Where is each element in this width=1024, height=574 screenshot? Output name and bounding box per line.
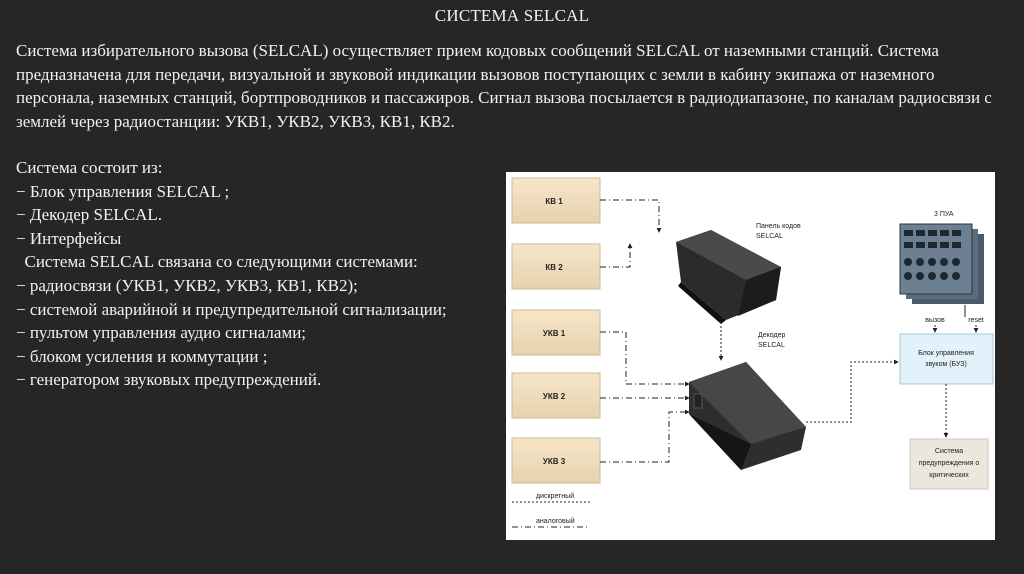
- radio-ukv3-box: [512, 438, 600, 483]
- radio-ukv2-box: [512, 373, 600, 418]
- list-line: − генератором звуковых предупреждений.: [16, 370, 322, 390]
- panel-label-2: SELCAL: [756, 233, 783, 240]
- reset-button-label: reset: [968, 317, 984, 324]
- legend-discrete: дискретный: [536, 493, 575, 500]
- list-line: − Блок управления SELCAL ;: [16, 181, 230, 201]
- svg-text:КВ 2: КВ 2: [545, 263, 563, 272]
- composition-list: [16, 156, 516, 392]
- svg-text:УКВ 3: УКВ 3: [542, 457, 566, 466]
- line-legend: [512, 492, 590, 527]
- sound-control-unit-box: [900, 334, 993, 384]
- radio-kv1-box: [512, 178, 600, 223]
- svg-text:критических: критических: [929, 472, 969, 479]
- list-line: Система состоит из:: [16, 158, 163, 177]
- decoder-label: Декодер: [758, 332, 786, 339]
- decoder-label-2: SELCAL: [758, 342, 785, 349]
- list-line: − системой аварийной и предупредительной сигнализации;: [16, 299, 447, 319]
- selcal-block-diagram: [506, 172, 995, 540]
- list-line: − Интерфейсы: [16, 228, 122, 248]
- list-line: − радиосвязи (УКВ1, УКВ2, УКВ3, КВ1, КВ2);: [16, 275, 358, 295]
- decoder-to-buz-arrow: [806, 362, 898, 422]
- legend-analog: аналоговый: [536, 518, 575, 525]
- list-line: − Декодер SELCAL.: [16, 205, 163, 225]
- svg-text:УКВ 2: УКВ 2: [542, 392, 566, 401]
- call-button-label: вызов: [925, 317, 945, 324]
- svg-text:УКВ 1: УКВ 1: [542, 329, 566, 338]
- selcal-decoder-device: [689, 362, 806, 470]
- selcal-code-panel-device: [676, 230, 781, 324]
- list-line: − блоком усиления и коммутации ;: [16, 346, 268, 366]
- radio-kv2-box: [512, 244, 600, 289]
- slide-title: СИСТЕМА SELCAL: [434, 6, 590, 25]
- svg-text:звуком (БУЗ): звуком (БУЗ): [925, 361, 967, 368]
- list-line: − пультом управления аудио сигналами;: [16, 323, 307, 343]
- radio-connections: [600, 200, 689, 462]
- list-line: Система SELCAL связана со следующими системами:: [16, 252, 418, 272]
- radio-ukv1-box: [512, 310, 600, 355]
- svg-text:предупреждения о: предупреждения о: [918, 460, 980, 467]
- svg-text:Система: Система: [934, 448, 964, 455]
- description-paragraph: Система избирательного вызова (SELCAL) осуществляет прием кодовых сообщений SELCAL от наземными станций. Система предназначена для передачи, визуальной и звуковой индикации вызовов поступающих с земли в кабину экипажа от наземного персонала, наземных станций, бортпроводников и пассажиров. Сигнал вызова посылается в радиодиапазоне, по каналам радиосвязи с землей через радиостанции: УКВ1, УКВ2, УКВ3, КВ1, КВ2.: [16, 41, 992, 131]
- svg-text:Блок управления: Блок управления: [918, 350, 974, 357]
- svg-text:КВ 1: КВ 1: [545, 197, 563, 206]
- panel-label: Панель кодов: [756, 223, 801, 230]
- pua-label: 3 ПУА: [934, 211, 954, 218]
- warning-system-box: [910, 439, 988, 489]
- audio-control-panels: [900, 224, 984, 304]
